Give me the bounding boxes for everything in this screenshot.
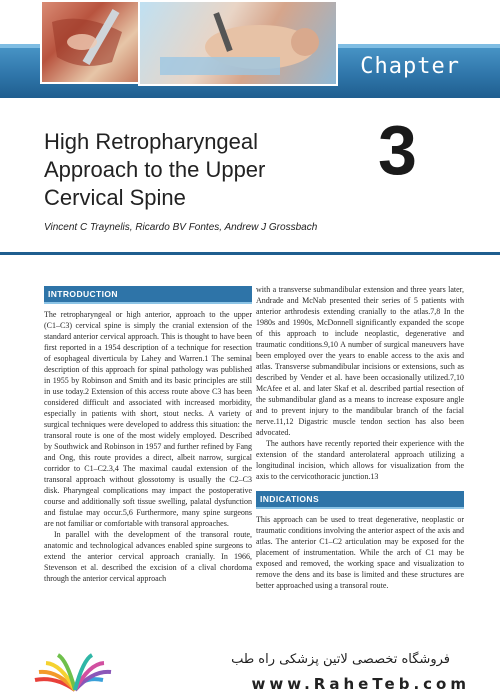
right-column [256,284,464,591]
footer-banner [0,642,500,700]
chapter-number: 3 [378,111,417,189]
paragraph: The retropharyngeal or high anterior, approach to the upper (C1–C3) cervical spine is simply the cranial extension of the standard anterior cervical approach. This is thought to have been first reported in a 1954 description of a technique for resection of esophageal diverticula by Lahey and Warren.1 The seminal description of this approach for spinal pathology was published in 1955 by Robinson and Smith and its basic principles are still in use today.2 Extension of this access route above C3 has been considered difficult and associated with increased morbidity, especially in patients with short, stout necks. A variety of surgical techniques were developed to address this situation: the transoral route is one of the most widely employed. Described by Southwick and Robinson in 1957 and further refined by Fang and Ong, this route provides a direct, albeit narrow, surgical corridor to C1–C2.3,4 The maximal caudal extension of the transoral approach without glossotomy is usually the C2–C3 disk. Pharyngeal complications may impact the postoperative course and additionally soft tissue swelling, palatal dysfunction and fistulae may occur.5,6 Furthermore, many spine surgeons are not familiar or comfortable with transoral approaches. [44,310,252,528]
title-line: Cervical Spine [44,185,186,210]
title-line: High Retropharyngeal [44,129,259,154]
authors: Vincent C Traynelis, Ricardo BV Fontes, Andrew J Grossbach [44,222,318,233]
book-logo-icon [30,646,120,696]
section-heading-introduction: INTRODUCTION [44,286,252,304]
paragraph: The authors have recently reported their experience with the extension of the standard anterolateral approach utilizing a longitudinal incision, which allows for visualization from the axis to the cervicothoracic junction.13 [256,439,464,481]
paragraph: In parallel with the development of the transoral route, anatomic and technological advances enabled spine surgeons to extend the anterior cervical approach cranially. In 1966, Stevenson et al. described the excision of a clival chordoma through the anterior cervical approach [44,530,252,583]
chapter-label: Chapter [360,54,460,79]
chapter-title [44,128,344,212]
store-name-persian: فروشگاه تخصصی لاتین پزشکی راه طب [231,652,450,667]
title-line: Approach to the Upper [44,157,266,182]
paragraph: This approach can be used to treat degenerative, neoplastic or traumatic conditions involving the anterior aspect of the axis and atlas. The anterior C1–C2 articulation may be exposed for the placement of instrumentation. While the arch of C1 may be exposed and removed, the working space and visualization to remove the dens and its base is limited and these structures are better approached using a transoral route. [256,515,464,590]
left-column [44,286,252,584]
surgical-illustration-image [40,0,140,84]
paragraph: with a transverse submandibular extension and three years later, Andrade and McNab presented their series of 5 patients with anterior arthrodesis extending cranially to the atlas.7,8 In the 1980s and 1990s, McDonnell significantly expanded the scope of this approach to include neoplastic, degenerative and traumatic conditions.9,10 A number of surgical maneuvers have been employed over the years to enable access to the axis and atlas. Transverse submandibular incisions or extensions, such as described by Vender et al. have been occasionally utilized.7,10 McAfee et al. and later Skaf et al. described partial resection of the submandibular gland as a means to increase exposure angle and to prevent injury to the mandibular branch of the facial nerve.11,12 Digastric muscle tendon section has also been advocated. [256,285,464,437]
title-divider [0,252,500,255]
section-heading-indications: INDICATIONS [256,491,464,509]
store-url[interactable]: www.RaheTeb.com [251,675,470,693]
patient-positioning-image [138,0,338,86]
chapter-header [0,0,500,100]
